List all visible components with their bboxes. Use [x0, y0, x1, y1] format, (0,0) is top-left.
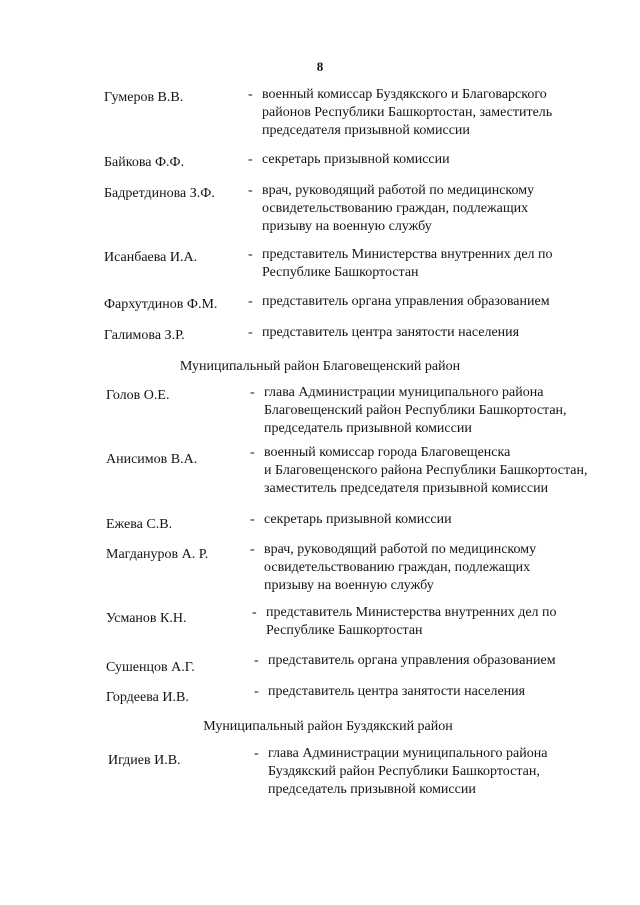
dash: - — [254, 746, 259, 761]
dash: - — [250, 512, 255, 527]
member-name: Анисимов В.А. — [106, 452, 198, 467]
member-role: военный комиссар города Благовещенска и Благовещенского района Республики Башкортостан, заместитель председателя призывной комиссии — [264, 445, 588, 496]
member-name: Игдиев И.В. — [108, 753, 181, 768]
member-role: врач, руководящий работой по медицинскому освидетельствованию граждан, подлежащих призыву на военную службу — [264, 542, 537, 593]
section-heading: Муниципальный район Благовещенский район — [179, 359, 461, 374]
member-name: Сушенцов А.Г. — [106, 660, 195, 675]
dash: - — [248, 325, 253, 340]
dash: - — [248, 183, 253, 198]
dash: - — [254, 684, 259, 699]
dash: - — [248, 247, 253, 262]
member-role: представитель центра занятости населения — [268, 684, 526, 699]
member-name: Галимова З.Р. — [104, 328, 185, 343]
member-role: глава Администрации муниципального района Буздякский район Республики Башкортостан, председатель призывной комиссии — [268, 746, 548, 797]
member-name: Бадретдинова З.Ф. — [104, 186, 215, 201]
dash: - — [250, 385, 255, 400]
member-role: представитель Министерства внутренних дел по Республике Башкортостан — [266, 605, 557, 638]
member-name: Магдануров А. Р. — [106, 547, 209, 562]
member-role: представитель Министерства внутренних дел по Республике Башкортостан — [262, 247, 553, 280]
member-role: секретарь призывной комиссии — [264, 512, 452, 527]
member-name: Байкова Ф.Ф. — [104, 155, 185, 170]
member-role: военный комиссар Буздякского и Благоварского районов Республики Башкортостан, заместитель председателя призывной комиссии — [262, 87, 553, 138]
member-name: Фархутдинов Ф.М. — [104, 297, 218, 312]
member-name: Ежева С.В. — [106, 517, 173, 532]
member-role: представитель органа управления образованием — [262, 294, 550, 309]
dash: - — [248, 152, 253, 167]
member-name: Гордеева И.В. — [106, 690, 189, 705]
dash: - — [248, 294, 253, 309]
dash: - — [252, 605, 257, 620]
member-role: врач, руководящий работой по медицинскому освидетельствованию граждан, подлежащих призыву на военную службу — [262, 183, 535, 234]
dash: - — [250, 445, 255, 460]
member-role: глава Администрации муниципального района Благовещенский район Республики Башкортостан, председатель призывной комиссии — [264, 385, 567, 436]
member-role: представитель центра занятости населения — [262, 325, 520, 340]
member-name: Голов О.Е. — [106, 388, 170, 403]
member-role: секретарь призывной комиссии — [262, 152, 450, 167]
member-name: Гумеров В.В. — [104, 90, 184, 105]
member-role: представитель органа управления образованием — [268, 653, 556, 668]
dash: - — [250, 542, 255, 557]
dash: - — [248, 87, 253, 102]
page-number: 8 — [316, 59, 324, 74]
section-heading: Муниципальный район Буздякский район — [203, 719, 453, 734]
member-name: Исанбаева И.А. — [104, 250, 198, 265]
dash: - — [254, 653, 259, 668]
member-name: Усманов К.Н. — [106, 611, 187, 626]
